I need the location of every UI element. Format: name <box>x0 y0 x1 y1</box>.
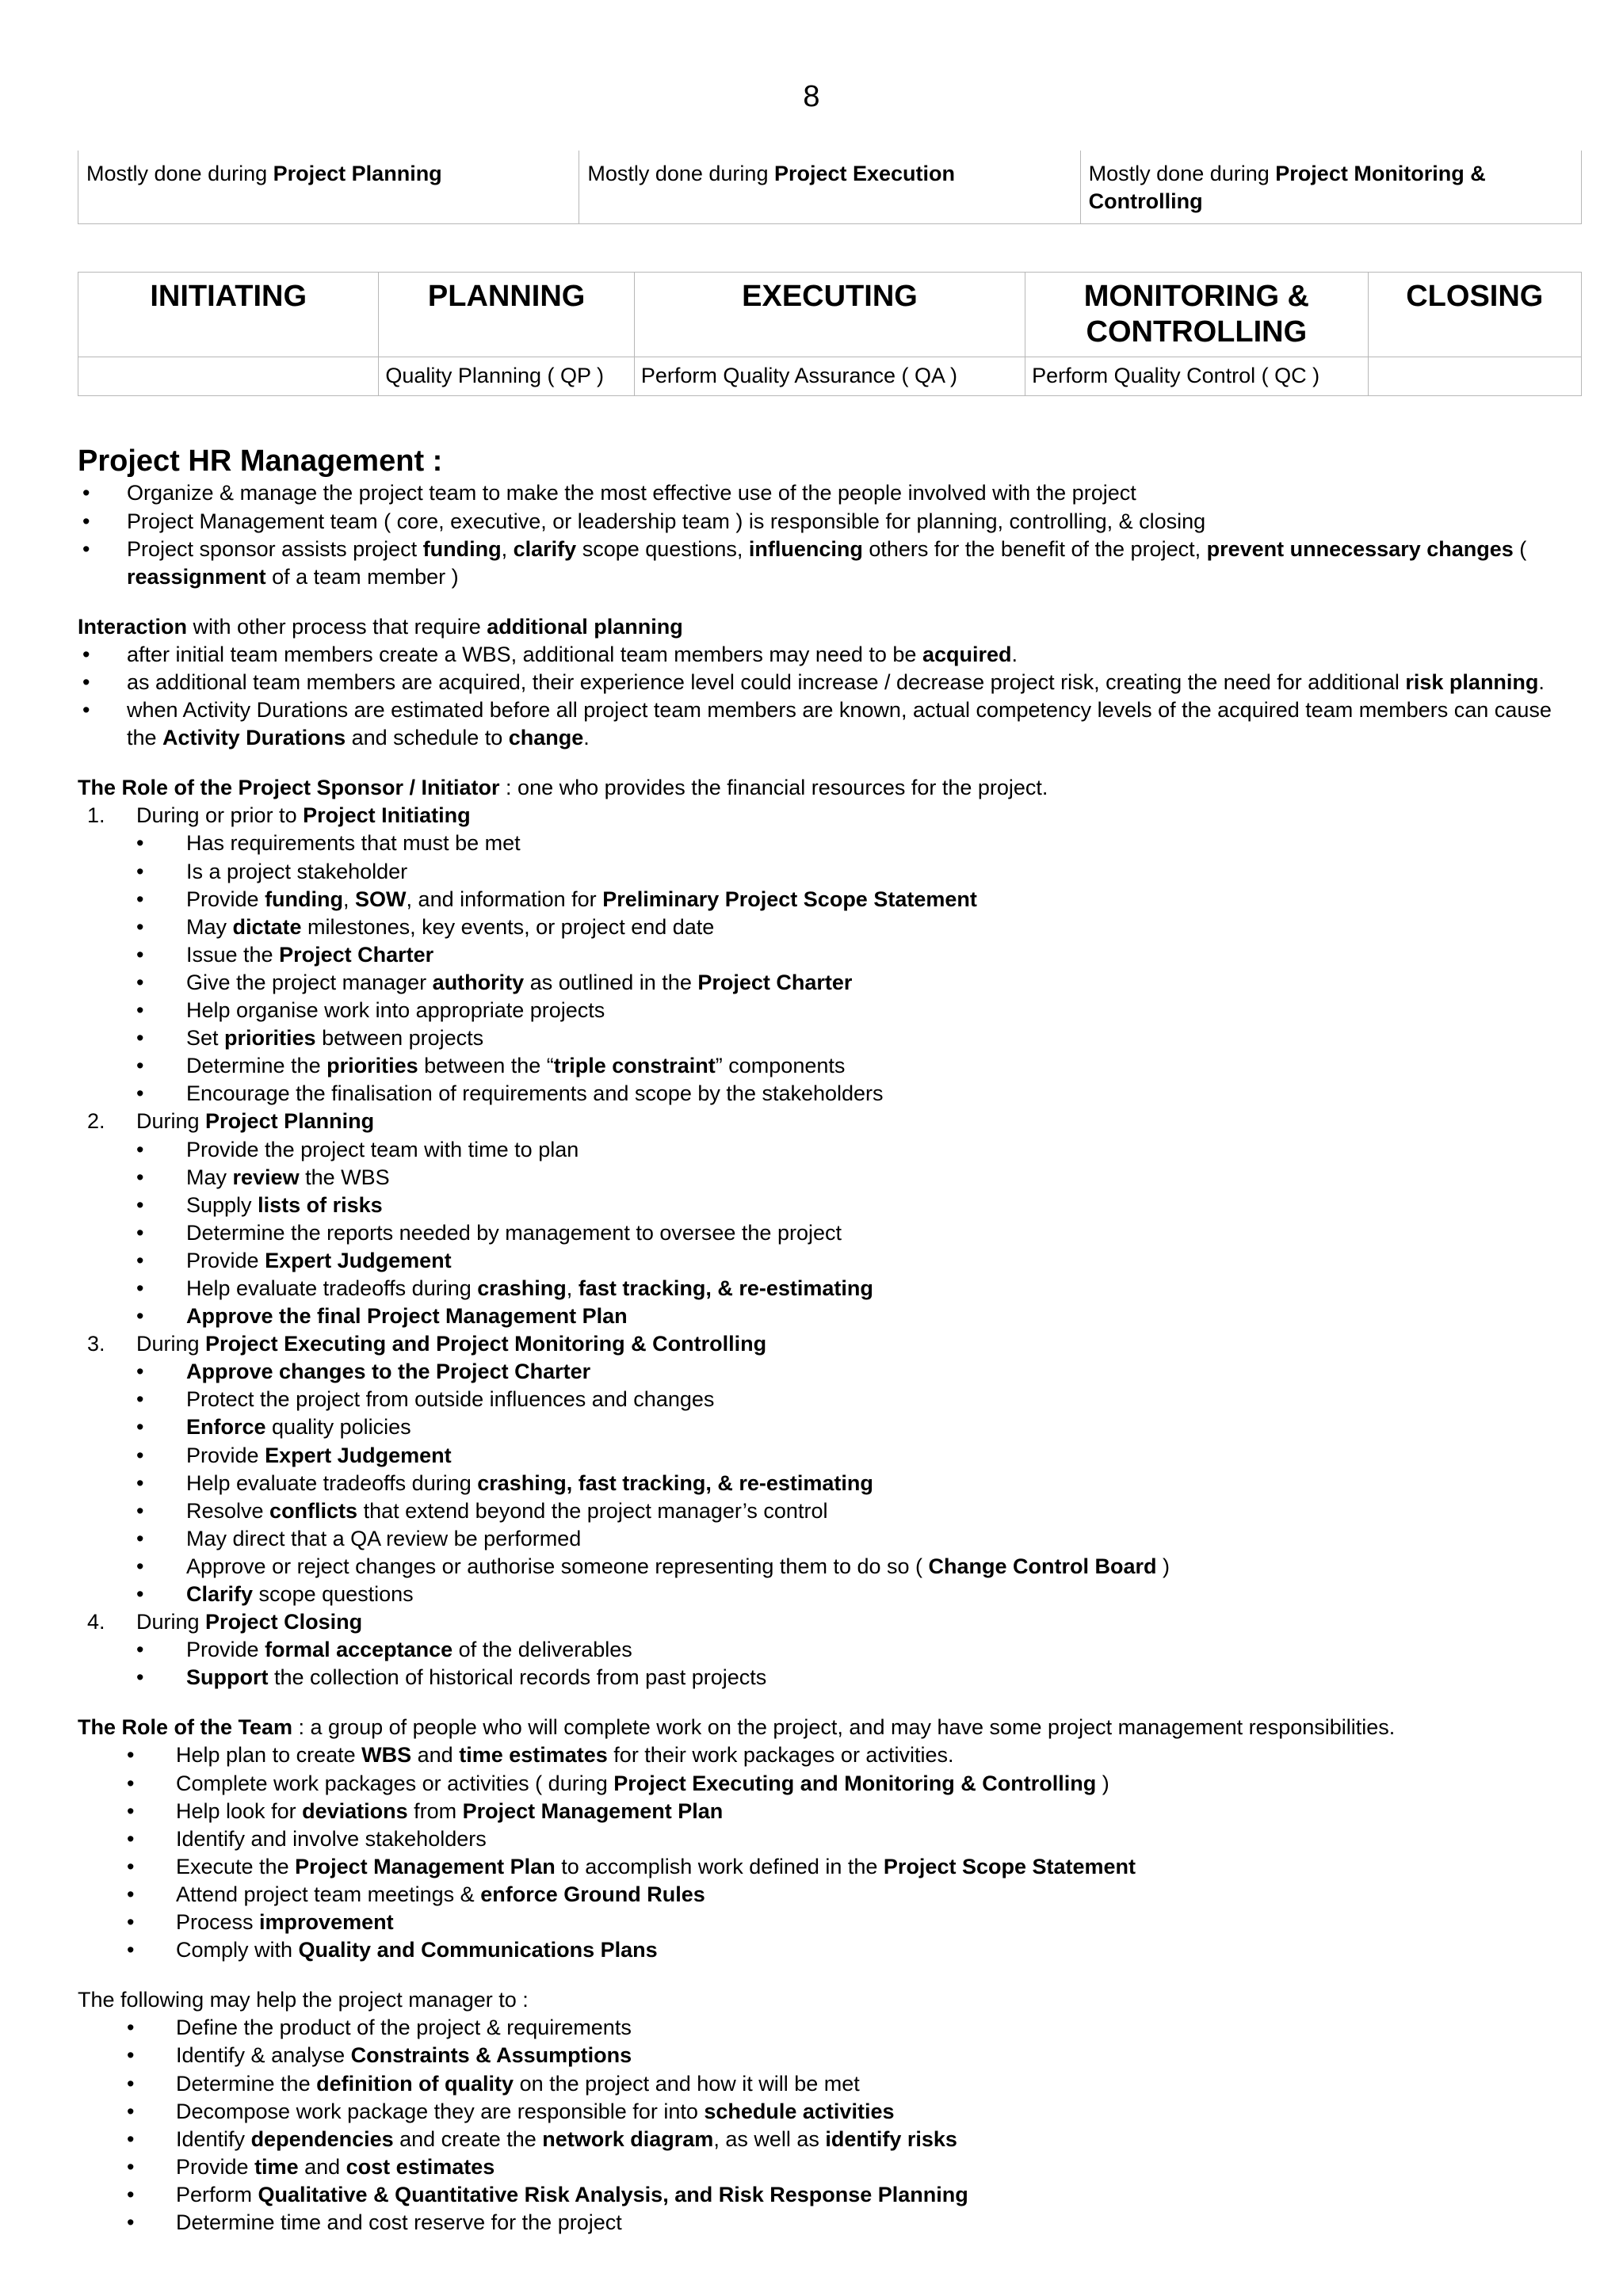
list-item: • Clarify scope questions <box>78 1581 1582 1608</box>
list-item: • Identify and involve stakeholders <box>78 1825 1582 1853</box>
team-bullet-list <box>78 1741 1582 1964</box>
list-item: • after initial team members create a WBS, additional team members may need to be acquired. <box>78 641 1582 669</box>
intro-bullet-list <box>78 479 1582 590</box>
list-item: • Resolve conflicts that extend beyond the project manager’s control <box>78 1497 1582 1525</box>
following-block <box>78 1986 1582 2237</box>
list-item: • Determine the definition of quality on the project and how it will be met <box>78 2070 1582 2098</box>
list-item: • Provide formal acceptance of the deliverables <box>78 1636 1582 1664</box>
step-bullet-list <box>78 1636 1582 1691</box>
table-cell: Quality Planning ( QP ) <box>379 357 634 395</box>
list-item: • Approve changes to the Project Charter <box>78 1358 1582 1386</box>
list-item: • Help organise work into appropriate projects <box>78 997 1582 1024</box>
sponsor-steps <box>78 802 1582 1691</box>
table-header-row <box>78 273 1582 357</box>
list-item: • as additional team members are acquired, their experience level could increase / decrease project risk, creating the need for additional risk planning. <box>78 669 1582 696</box>
list-item: • Comply with Quality and Communications Plans <box>78 1936 1582 1964</box>
header-monitoring-controlling: MONITORING & CONTROLLING <box>1025 273 1369 357</box>
sponsor-step <box>78 802 1582 1108</box>
list-item: • Help plan to create WBS and time estimates for their work packages or activities. <box>78 1741 1582 1769</box>
sponsor-step <box>78 1108 1582 1330</box>
list-item: • Project sponsor assists project funding, clarify scope questions, influencing others for the benefit of the project, prevent unnecessary changes ( reassignment of a team member ) <box>78 536 1582 591</box>
list-item: • Decompose work package they are responsible for into schedule activities <box>78 2098 1582 2126</box>
list-item: • Give the project manager authority as outlined in the Project Charter <box>78 969 1582 997</box>
header-planning: PLANNING <box>379 273 634 357</box>
list-item: • Protect the project from outside influences and changes <box>78 1386 1582 1413</box>
list-item: • Perform Qualitative & Quantitative Risk Analysis, and Risk Response Planning <box>78 2181 1582 2209</box>
list-item: • Help evaluate tradeoffs during crashing, fast tracking, & re-estimating <box>78 1275 1582 1302</box>
list-item: • Approve the final Project Management Plan <box>78 1302 1582 1330</box>
process-group-table <box>78 272 1582 396</box>
list-item: • Determine the reports needed by management to oversee the project <box>78 1219 1582 1247</box>
team-block <box>78 1714 1582 1964</box>
step-heading: 2. During Project Planning <box>78 1108 1582 1135</box>
step-number: 1. <box>87 803 105 828</box>
sponsor-block <box>78 774 1582 1691</box>
table-cell: Perform Quality Control ( QC ) <box>1025 357 1369 395</box>
list-item: • Approve or reject changes or authorise someone representing them to do so ( Change Control Board ) <box>78 1553 1582 1581</box>
team-heading: The Role of the Team : a group of people who will complete work on the project, and may have some project management responsibilities. <box>78 1715 1396 1740</box>
list-item: • Identify & analyse Constraints & Assumptions <box>78 2042 1582 2069</box>
interaction-bullet-list <box>78 641 1582 752</box>
following-bullet-list <box>78 2014 1582 2237</box>
list-item: • Provide the project team with time to plan <box>78 1136 1582 1164</box>
list-item: • Is a project stakeholder <box>78 858 1582 886</box>
list-item: • May review the WBS <box>78 1164 1582 1192</box>
step-number: 3. <box>87 1332 105 1356</box>
sponsor-step <box>78 1608 1582 1691</box>
list-item: • Provide time and cost estimates <box>78 2153 1582 2181</box>
step-heading: 1. During or prior to Project Initiating <box>78 802 1582 830</box>
section-title: Project HR Management : <box>78 444 443 478</box>
list-item: • May direct that a QA review be performed <box>78 1525 1582 1553</box>
list-item: • Execute the Project Management Plan to accomplish work defined in the Project Scope Statement <box>78 1853 1582 1881</box>
table-row <box>78 357 1582 395</box>
comparison-cell: Mostly done during Project Planning <box>78 151 579 224</box>
comparison-cell: Mostly done during Project Monitoring & Controlling <box>1080 151 1581 224</box>
list-item: • Provide funding, SOW, and information for Preliminary Project Scope Statement <box>78 886 1582 913</box>
list-item: • Has requirements that must be met <box>78 830 1582 857</box>
step-bullet-list <box>78 1358 1582 1608</box>
list-item: • Determine time and cost reserve for the project <box>78 2209 1582 2237</box>
list-item: • Encourage the finalisation of requirements and scope by the stakeholders <box>78 1080 1582 1108</box>
list-item: • when Activity Durations are estimated before all project team members are known, actual competency levels of the acquired team members can cause the Activity Durations and schedule to change. <box>78 696 1582 752</box>
list-item: • Identify dependencies and create the network diagram, as well as identify risks <box>78 2126 1582 2153</box>
page-number: 8 <box>803 80 820 113</box>
step-number: 4. <box>87 1610 105 1634</box>
list-item: • Help evaluate tradeoffs during crashing, fast tracking, & re-estimating <box>78 1470 1582 1497</box>
header-executing: EXECUTING <box>634 273 1025 357</box>
sponsor-heading: The Role of the Project Sponsor / Initiator : one who provides the financial resources for the project. <box>78 776 1048 800</box>
list-item: • Support the collection of historical records from past projects <box>78 1664 1582 1691</box>
step-number: 2. <box>87 1109 105 1134</box>
document-body <box>78 151 1582 2237</box>
list-item: • Enforce quality policies <box>78 1413 1582 1441</box>
list-item: • Determine the priorities between the “triple constraint” components <box>78 1052 1582 1080</box>
interaction-heading: Interaction with other process that require additional planning <box>78 614 683 639</box>
list-item: • Supply lists of risks <box>78 1192 1582 1219</box>
step-bullet-list <box>78 1136 1582 1331</box>
list-item: • Set priorities between projects <box>78 1024 1582 1052</box>
list-item: • Define the product of the project & requirements <box>78 2014 1582 2042</box>
list-item: • Project Management team ( core, executive, or leadership team ) is responsible for planning, controlling, & closing <box>78 508 1582 536</box>
list-item: • Complete work packages or activities ( during Project Executing and Monitoring & Controlling ) <box>78 1770 1582 1798</box>
list-item: • Attend project team meetings & enforce Ground Rules <box>78 1881 1582 1909</box>
step-heading: 3. During Project Executing and Project Monitoring & Controlling <box>78 1330 1582 1358</box>
comparison-table <box>78 151 1582 224</box>
following-heading: The following may help the project manager to : <box>78 1988 529 2012</box>
table-cell <box>1368 357 1581 395</box>
list-item: • Provide Expert Judgement <box>78 1247 1582 1275</box>
interaction-block <box>78 613 1582 752</box>
list-item: • Organize & manage the project team to make the most effective use of the people involved with the project <box>78 479 1582 507</box>
step-heading: 4. During Project Closing <box>78 1608 1582 1636</box>
list-item: • Help look for deviations from Project Management Plan <box>78 1798 1582 1825</box>
step-bullet-list <box>78 830 1582 1108</box>
table-cell: Perform Quality Assurance ( QA ) <box>634 357 1025 395</box>
list-item: • Issue the Project Charter <box>78 941 1582 969</box>
header-closing: CLOSING <box>1368 273 1581 357</box>
list-item: • May dictate milestones, key events, or project end date <box>78 913 1582 941</box>
table-row <box>78 151 1582 224</box>
list-item: • Process improvement <box>78 1909 1582 1936</box>
header-initiating: INITIATING <box>78 273 379 357</box>
comparison-cell: Mostly done during Project Execution <box>579 151 1080 224</box>
sponsor-step <box>78 1330 1582 1608</box>
table-cell <box>78 357 379 395</box>
list-item: • Provide Expert Judgement <box>78 1442 1582 1470</box>
